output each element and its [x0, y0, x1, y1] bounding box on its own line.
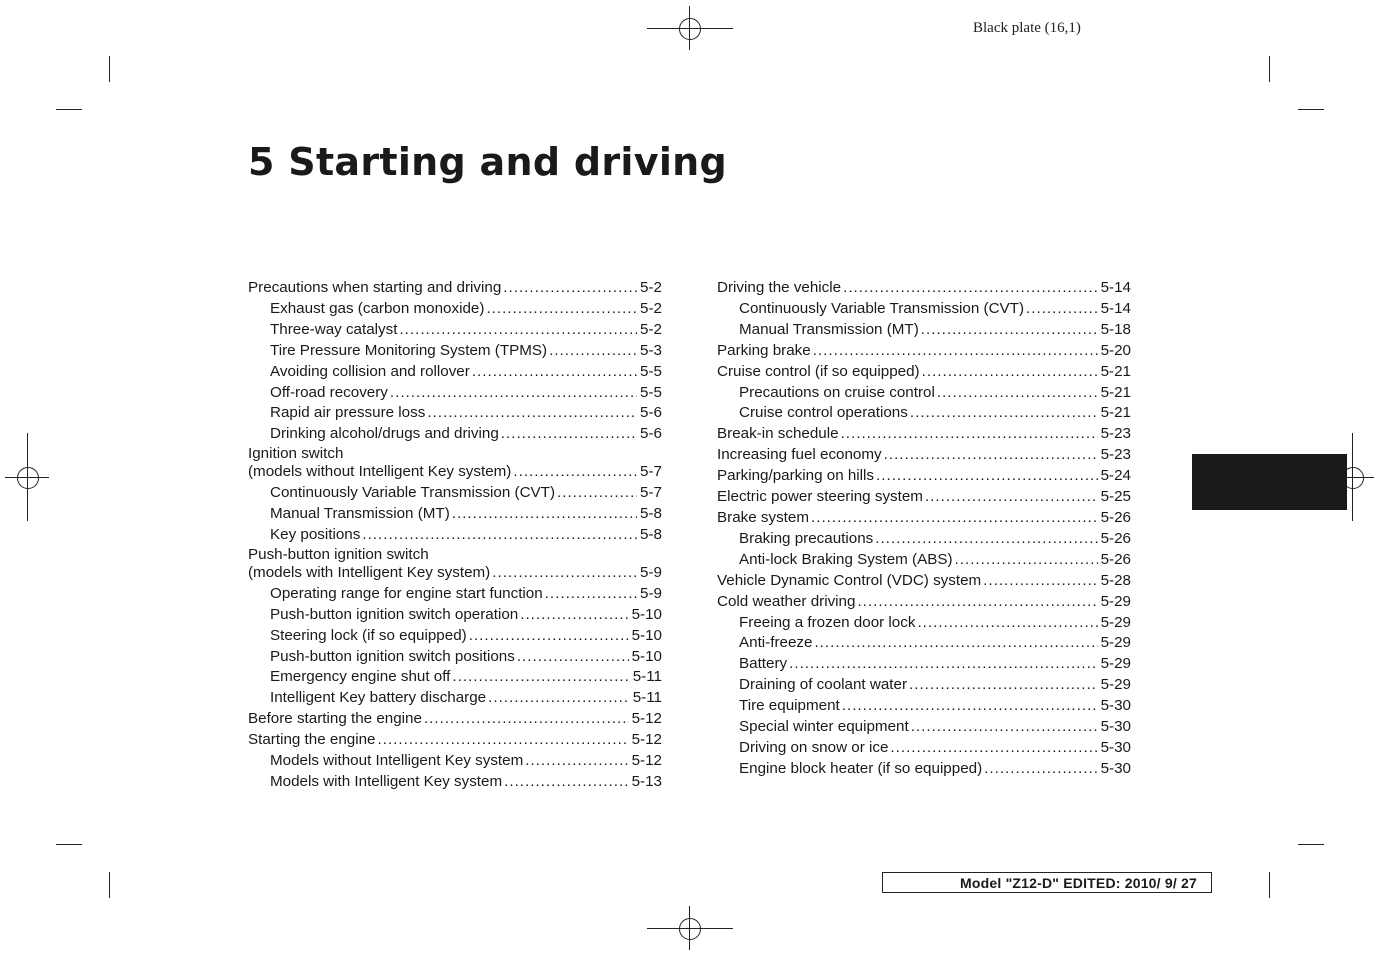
- toc-entry-title: Manual Transmission (MT): [739, 320, 919, 338]
- toc-entry-page: 5-6: [640, 404, 662, 422]
- toc-entry[interactable]: [248, 504, 662, 525]
- toc-entry[interactable]: [717, 613, 1131, 634]
- dot-leader: [503, 278, 637, 299]
- toc-entry-title: Cruise control (if so equipped): [717, 362, 920, 380]
- toc-entry-title: Operating range for engine start function: [270, 584, 543, 602]
- dot-leader: [937, 383, 1098, 404]
- toc-entry-page: 5-29: [1100, 655, 1131, 673]
- crop-mark: [1298, 109, 1324, 110]
- toc-entry-title: Driving the vehicle: [717, 279, 842, 296]
- dot-leader: [925, 487, 1098, 508]
- chapter-title: 5 Starting and driving: [248, 140, 728, 184]
- dot-leader: [875, 529, 1097, 550]
- toc-entry[interactable]: [248, 341, 662, 362]
- toc-entry[interactable]: [717, 675, 1131, 696]
- toc-column-right: [717, 278, 1131, 780]
- dot-leader: [955, 550, 1098, 571]
- toc-entry-page: 5-12: [631, 710, 662, 728]
- toc-entry[interactable]: [248, 462, 662, 483]
- dot-leader: [452, 667, 629, 688]
- toc-entry-title: Driving on snow or ice: [739, 738, 889, 756]
- toc-entry[interactable]: [248, 772, 662, 793]
- toc-entry[interactable]: [717, 487, 1131, 508]
- toc-entry[interactable]: [717, 278, 1131, 299]
- toc-entry[interactable]: [717, 466, 1131, 487]
- dot-leader: [857, 592, 1097, 613]
- toc-entry-title: Cold weather driving: [717, 592, 856, 610]
- toc-entry-page: 5-11: [632, 668, 662, 686]
- toc-entry-title: Push-button ignition switch positions: [270, 647, 515, 665]
- dot-leader: [983, 571, 1097, 592]
- toc-entry-title: Anti-freeze: [739, 634, 813, 652]
- toc-entry-title: Engine block heater (if so equipped): [739, 759, 983, 777]
- toc-entry-page: 5-2: [640, 279, 662, 296]
- toc-entry-page: 5-21: [1100, 404, 1131, 422]
- toc-entry[interactable]: [717, 759, 1131, 780]
- toc-entry-title: Continuously Variable Transmission (CVT): [270, 484, 556, 502]
- dot-leader: [513, 462, 637, 483]
- toc-entry-title: Special winter equipment: [739, 718, 909, 736]
- toc-entry-page: 5-8: [640, 505, 662, 523]
- toc-entry-page: 5-5: [640, 362, 662, 380]
- dot-leader: [452, 504, 637, 525]
- toc-entry-title: Break-in schedule: [717, 425, 839, 443]
- crop-mark: [1269, 872, 1270, 898]
- toc-entry[interactable]: [717, 592, 1131, 613]
- dot-leader: [545, 584, 637, 605]
- toc-entry-page: 5-21: [1100, 362, 1131, 380]
- toc-entry-page: 5-2: [640, 320, 662, 338]
- toc-entry-page: 5-10: [631, 605, 662, 623]
- toc-entry-title: Tire equipment: [739, 697, 840, 715]
- toc-entry-page: 5-6: [640, 425, 662, 443]
- dot-leader: [811, 508, 1098, 529]
- crop-mark: [109, 56, 110, 82]
- toc-column-left: [248, 278, 662, 793]
- toc-entry-title: Avoiding collision and rollover: [270, 362, 470, 380]
- dot-leader: [843, 278, 1098, 299]
- dot-leader: [504, 772, 628, 793]
- toc-entry-title: Precautions when starting and driving: [248, 279, 502, 296]
- toc-entry-title: Cruise control operations: [739, 404, 908, 422]
- toc-entry-page: 5-18: [1100, 320, 1131, 338]
- toc-entry[interactable]: [717, 738, 1131, 759]
- toc-entry-title: Emergency engine shut off: [270, 668, 451, 686]
- toc-entry-title: Models with Intelligent Key system: [270, 772, 503, 790]
- dot-leader: [921, 320, 1098, 341]
- toc-entry[interactable]: [717, 550, 1131, 571]
- toc-entry-page: 5-30: [1100, 759, 1131, 777]
- dot-leader: [472, 362, 637, 383]
- toc-entry-title: Precautions on cruise control: [739, 383, 935, 401]
- dot-leader: [911, 717, 1098, 738]
- toc-entry[interactable]: [248, 730, 662, 751]
- dot-leader: [424, 709, 629, 730]
- dot-leader: [984, 759, 1097, 780]
- toc-entry-title: Starting the engine: [248, 731, 376, 749]
- toc-entry-title: Three-way catalyst: [270, 320, 398, 338]
- crop-mark: [56, 109, 82, 110]
- toc-entry-title: Tire Pressure Monitoring System (TPMS): [270, 341, 548, 359]
- toc-entry[interactable]: [717, 299, 1131, 320]
- toc-entry-title: Models without Intelligent Key system: [270, 752, 524, 770]
- toc-entry[interactable]: [717, 571, 1131, 592]
- toc-entry-title: Before starting the engine: [248, 710, 422, 728]
- toc-entry[interactable]: [717, 633, 1131, 654]
- dot-leader: [917, 613, 1097, 634]
- toc-entry-page: 5-9: [640, 584, 662, 602]
- dot-leader: [520, 605, 628, 626]
- dot-leader: [486, 299, 637, 320]
- toc-entry-page: 5-20: [1100, 341, 1131, 359]
- toc-entry[interactable]: [248, 751, 662, 772]
- toc-entry-page: 5-12: [631, 731, 662, 749]
- toc-entry-page: 5-21: [1100, 383, 1131, 401]
- toc-entry-page: 5-26: [1100, 550, 1131, 568]
- toc-entry[interactable]: [248, 626, 662, 647]
- toc-entry-title: Manual Transmission (MT): [270, 505, 450, 523]
- toc-entry[interactable]: [248, 647, 662, 668]
- toc-entry-title: Braking precautions: [739, 529, 874, 547]
- toc-entry-page: 5-28: [1100, 571, 1131, 589]
- toc-entry-page: 5-7: [640, 484, 662, 502]
- toc-entry-page: 5-23: [1100, 446, 1131, 464]
- toc-entry[interactable]: [248, 320, 662, 341]
- dot-leader: [842, 696, 1098, 717]
- toc-entry[interactable]: [717, 320, 1131, 341]
- toc-entry-title: Freeing a frozen door lock: [739, 613, 916, 631]
- toc-entry-page: 5-5: [640, 383, 662, 401]
- dot-leader: [390, 383, 637, 404]
- dot-leader: [813, 341, 1098, 362]
- dot-leader: [557, 483, 637, 504]
- dot-leader: [501, 424, 637, 445]
- dot-leader: [517, 647, 629, 668]
- toc-entry[interactable]: [248, 362, 662, 383]
- toc-entry-page: 5-13: [631, 772, 662, 790]
- toc-entry[interactable]: [248, 688, 662, 709]
- toc-entry-page: 5-12: [631, 752, 662, 770]
- toc-entry-page: 5-8: [640, 525, 662, 543]
- toc-entry-page: 5-7: [640, 463, 662, 481]
- toc-entry-page: 5-10: [631, 626, 662, 644]
- toc-entry[interactable]: [248, 563, 662, 584]
- plate-label: Black plate (16,1): [973, 20, 1081, 36]
- toc-entry-page: 5-26: [1100, 529, 1131, 547]
- dot-leader: [890, 738, 1097, 759]
- toc-entry[interactable]: [717, 508, 1131, 529]
- dot-leader: [814, 633, 1097, 654]
- dot-leader: [427, 403, 637, 424]
- dot-leader: [399, 320, 637, 341]
- crop-mark: [1269, 56, 1270, 82]
- toc-entry-page: 5-30: [1100, 738, 1131, 756]
- dot-leader: [378, 730, 629, 751]
- toc-entry-title: Drinking alcohol/drugs and driving: [270, 425, 499, 443]
- toc-entry[interactable]: [248, 403, 662, 424]
- toc-entry-title: Push-button ignition switch operation: [270, 605, 519, 623]
- toc-entry-title: (models without Intelligent Key system): [248, 463, 512, 481]
- toc-entry-title: Steering lock (if so equipped): [270, 626, 467, 644]
- dot-leader: [884, 445, 1098, 466]
- dot-leader: [488, 688, 630, 709]
- toc-entry-title: Continuously Variable Transmission (CVT): [739, 299, 1025, 317]
- toc-entry[interactable]: [717, 424, 1131, 445]
- toc-entry[interactable]: [717, 403, 1131, 424]
- crop-mark: [1298, 844, 1324, 845]
- toc-entry-title: Key positions: [270, 525, 361, 543]
- dot-leader: [469, 626, 629, 647]
- dot-leader: [841, 424, 1098, 445]
- toc-entry-page: 5-14: [1100, 299, 1131, 317]
- toc-entry[interactable]: [248, 584, 662, 605]
- toc-entry-page: 5-30: [1100, 718, 1131, 736]
- toc-entry[interactable]: [717, 717, 1131, 738]
- toc-entry-title: Draining of coolant water: [739, 676, 907, 694]
- dot-leader: [910, 403, 1098, 424]
- toc-entry-page: 5-10: [631, 647, 662, 665]
- toc-entry[interactable]: [248, 525, 662, 546]
- toc-entry-page: 5-29: [1100, 676, 1131, 694]
- toc-entry[interactable]: [248, 424, 662, 445]
- dot-leader: [876, 466, 1098, 487]
- dot-leader: [492, 563, 637, 584]
- toc-entry-page: 5-11: [632, 689, 662, 707]
- toc-entry-page: 5-24: [1100, 467, 1131, 485]
- toc-heading: Ignition switch: [248, 445, 344, 463]
- toc-entry-title: Increasing fuel economy: [717, 446, 882, 464]
- toc-entry-page: 5-14: [1100, 279, 1131, 296]
- toc-entry-page: 5-29: [1100, 613, 1131, 631]
- dot-leader: [1026, 299, 1098, 320]
- toc-entry-title: Rapid air pressure loss: [270, 404, 426, 422]
- toc-entry-title: Vehicle Dynamic Control (VDC) system: [717, 571, 982, 589]
- dot-leader: [362, 525, 637, 546]
- toc-entry-page: 5-29: [1100, 634, 1131, 652]
- toc-entry[interactable]: [248, 709, 662, 730]
- chapter-tab: [1192, 454, 1347, 510]
- toc-entry-page: 5-26: [1100, 508, 1131, 526]
- crop-mark: [56, 844, 82, 845]
- toc-entry-title: (models with Intelligent Key system): [248, 563, 491, 581]
- toc-entry[interactable]: [248, 299, 662, 320]
- toc-entry[interactable]: [248, 278, 662, 299]
- toc-entry-page: 5-29: [1100, 592, 1131, 610]
- toc-entry[interactable]: [717, 529, 1131, 550]
- dot-leader: [909, 675, 1098, 696]
- toc-entry-title: Parking brake: [717, 341, 811, 359]
- toc-entry[interactable]: [717, 445, 1131, 466]
- toc-entry[interactable]: [248, 605, 662, 626]
- toc-entry-page: 5-25: [1100, 488, 1131, 506]
- toc-entry-title: Off-road recovery: [270, 383, 388, 401]
- toc-entry[interactable]: [717, 341, 1131, 362]
- toc-entry-page: 5-23: [1100, 425, 1131, 443]
- toc-entry[interactable]: [717, 654, 1131, 675]
- toc-entry-page: 5-30: [1100, 697, 1131, 715]
- toc-entry-title: Parking/parking on hills: [717, 467, 875, 485]
- toc-entry[interactable]: [248, 483, 662, 504]
- toc-entry[interactable]: [717, 362, 1131, 383]
- toc-entry-title: Anti-lock Braking System (ABS): [739, 550, 953, 568]
- toc-entry-title: Exhaust gas (carbon monoxide): [270, 299, 485, 317]
- toc-entry-title: Battery: [739, 655, 788, 673]
- toc-entry-title: Electric power steering system: [717, 488, 923, 506]
- toc-entry[interactable]: [248, 667, 662, 688]
- dot-leader: [789, 654, 1097, 675]
- toc-entry[interactable]: [717, 696, 1131, 717]
- dot-leader: [922, 362, 1098, 383]
- toc-entry[interactable]: [717, 383, 1131, 404]
- toc-heading: Push-button ignition switch: [248, 545, 429, 563]
- toc-entry[interactable]: [248, 383, 662, 404]
- toc-entry-page: 5-9: [640, 563, 662, 581]
- toc-entry-page: 5-2: [640, 299, 662, 317]
- crop-mark: [109, 872, 110, 898]
- toc-entry-title: Intelligent Key battery discharge: [270, 689, 487, 707]
- toc-entry-title: Brake system: [717, 508, 809, 526]
- dot-leader: [549, 341, 637, 362]
- footer-model-edited: Model "Z12-D" EDITED: 2010/ 9/ 27: [882, 872, 1212, 893]
- toc-entry-page: 5-3: [640, 341, 662, 359]
- dot-leader: [525, 751, 628, 772]
